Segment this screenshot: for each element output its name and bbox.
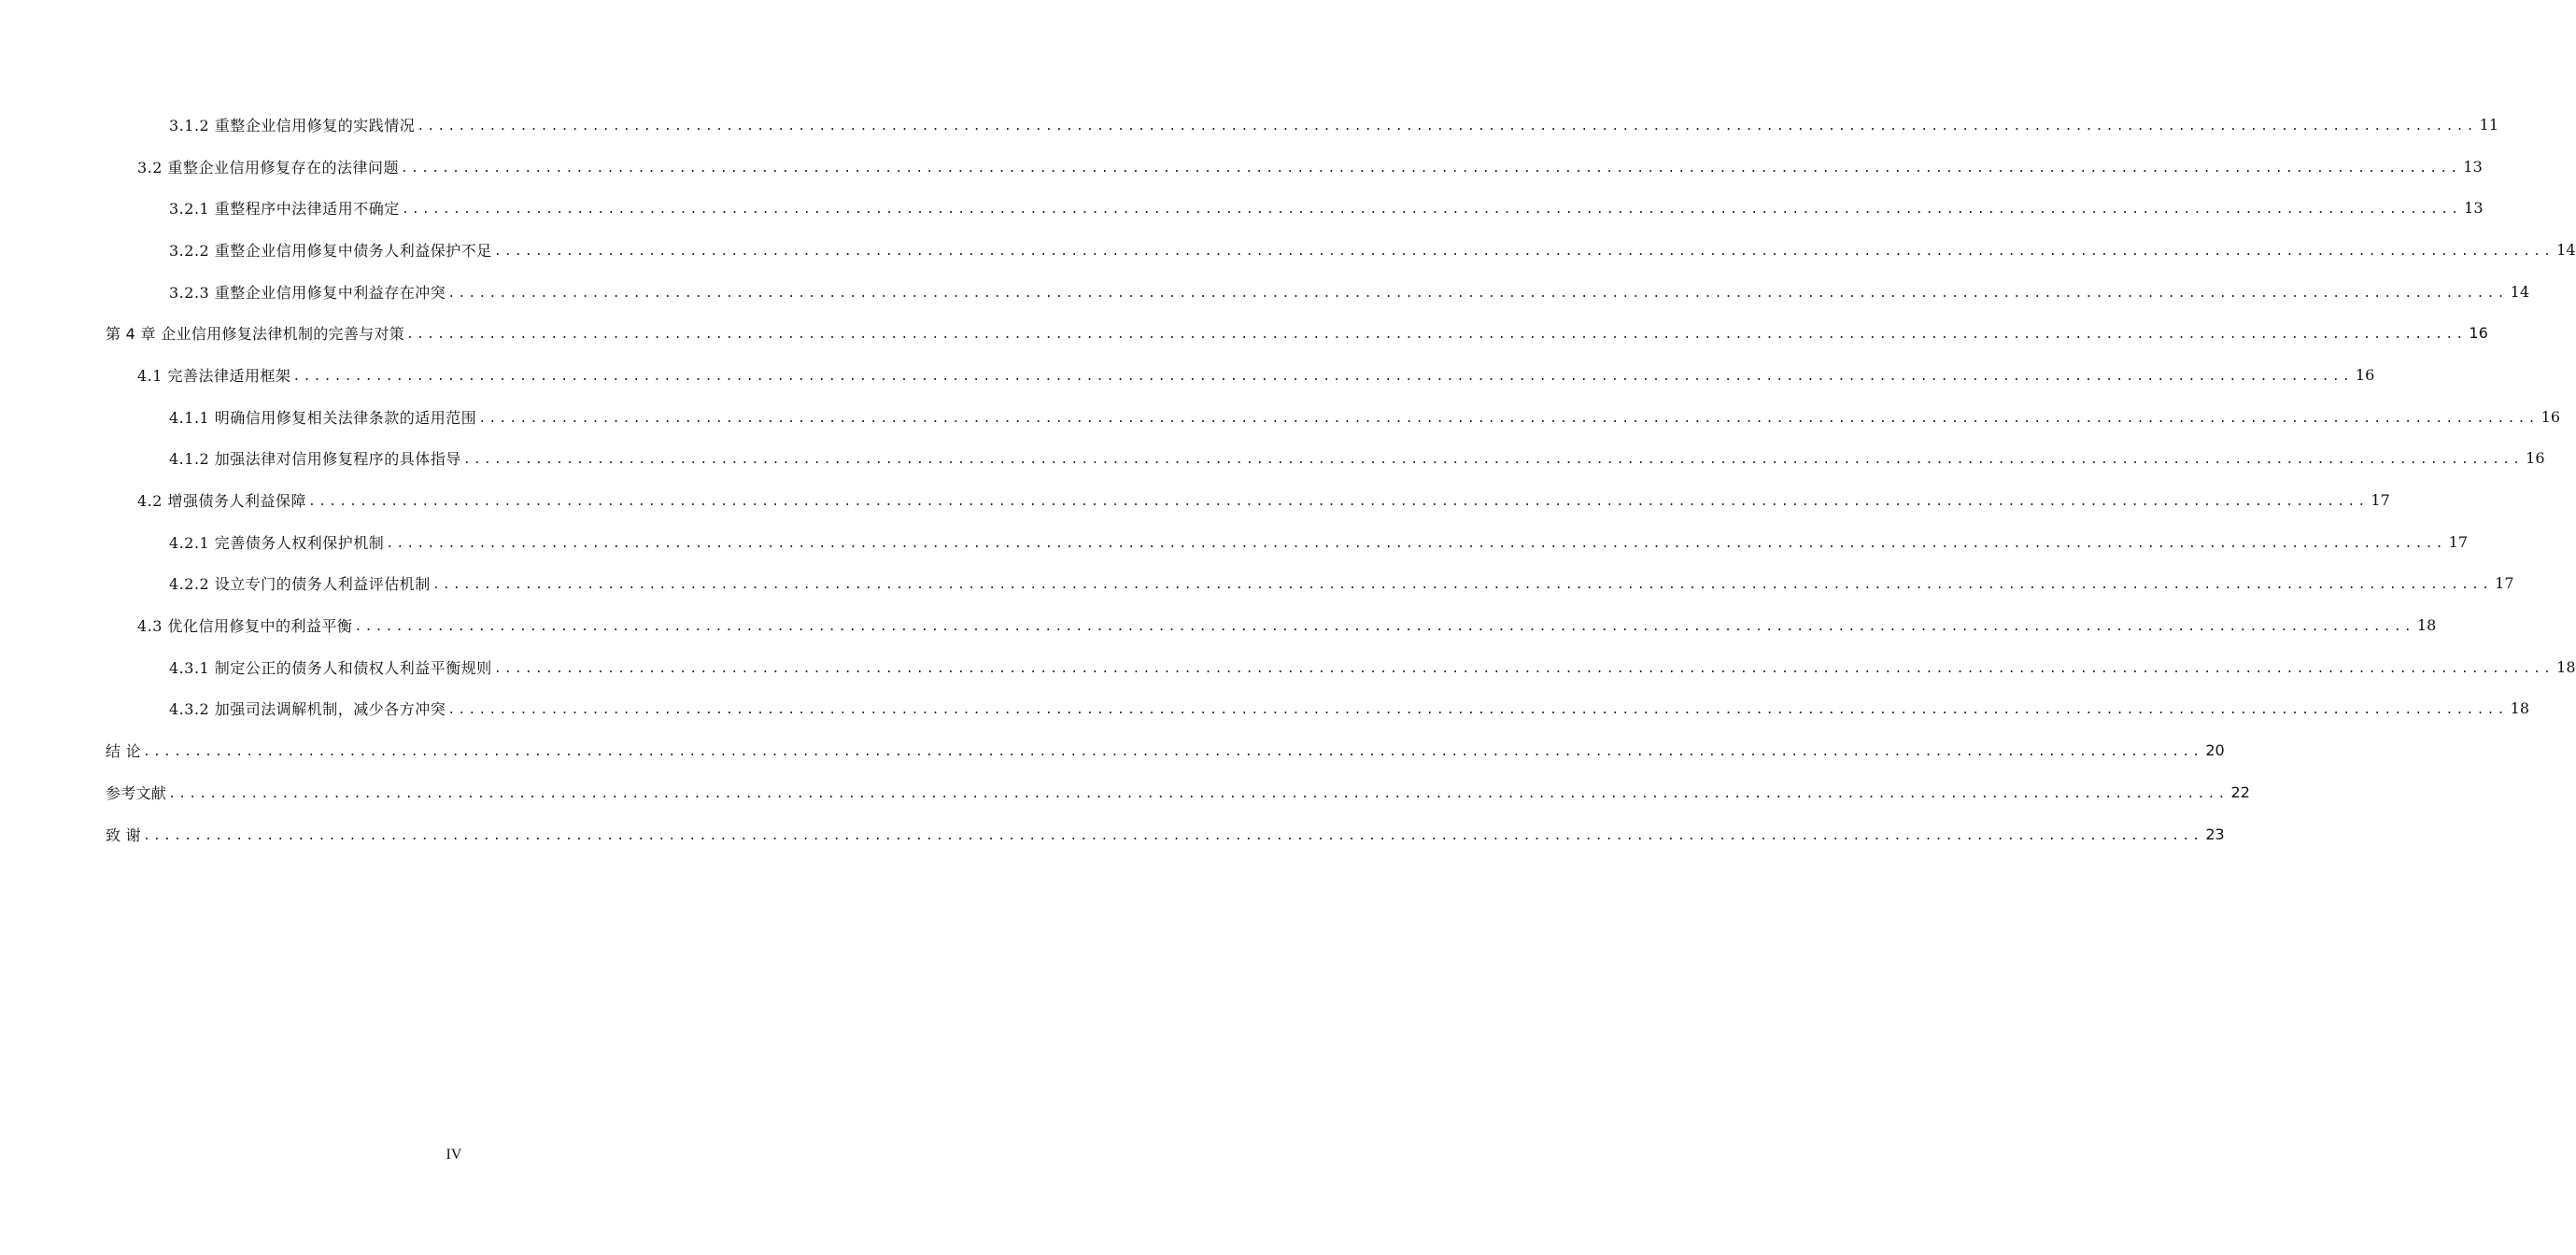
toc-entry-page-number: 11: [2479, 115, 2499, 134]
toc-entry-title: 3.1.2 重整企业信用修复的实践情况: [169, 116, 416, 134]
table-of-contents: [0, 104, 2576, 854]
toc-dot-leader: ........................................................................................................................................................................................................: [308, 495, 2369, 510]
toc-entry[interactable]: [0, 771, 2250, 813]
toc-dot-leader: ........................................................................................................................................................................................................: [493, 244, 2555, 259]
toc-entry-title: 致 谢: [106, 825, 141, 844]
toc-entry-page-number: 18: [2556, 657, 2576, 676]
toc-entry[interactable]: [0, 312, 2488, 354]
toc-entry-title: 4.2 增强债务人利益保障: [137, 492, 307, 511]
toc-dot-leader: ........................................................................................................................................................................................................: [168, 786, 2229, 801]
toc-entry-page-number: 18: [2510, 699, 2530, 718]
toc-dot-leader: ........................................................................................................................................................................................................: [292, 369, 2353, 384]
page-number: IV: [446, 1147, 462, 1163]
toc-entry[interactable]: [0, 271, 2530, 313]
toc-dot-leader: ........................................................................................................................................................................................................: [493, 661, 2555, 676]
toc-entry-page-number: 14: [2510, 282, 2530, 301]
toc-dot-leader: ........................................................................................................................................................................................................: [447, 286, 2508, 301]
toc-entry[interactable]: [0, 813, 2225, 855]
toc-dot-leader: ........................................................................................................................................................................................................: [406, 328, 2467, 343]
toc-entry-title: 4.1.2 加强法律对信用修复程序的具体指导: [169, 450, 461, 469]
toc-entry-page-number: 16: [2469, 324, 2488, 343]
toc-entry-page-number: 23: [2205, 825, 2225, 843]
toc-entry-title: 4.1 完善法律适用框架: [137, 366, 291, 385]
toc-dot-leader: ........................................................................................................................................................................................................: [432, 578, 2493, 593]
toc-entry-title: 3.2.1 重整程序中法律适用不确定: [169, 200, 400, 219]
toc-entry[interactable]: [0, 479, 2390, 521]
toc-entry-page-number: 13: [2464, 199, 2484, 218]
toc-dot-leader: ........................................................................................................................................................................................................: [462, 453, 2524, 468]
toc-dot-leader: ........................................................................................................................................................................................................: [386, 536, 2446, 551]
toc-entry-title: 3.2.2 重整企业信用修复中债务人利益保护不足: [169, 241, 492, 260]
toc-entry[interactable]: [0, 688, 2530, 730]
toc-entry[interactable]: [0, 438, 2545, 480]
toc-entry-page-number: 17: [2495, 574, 2514, 593]
toc-entry-title: 第 4 章 企业信用修复法律机制的完善与对策: [106, 325, 405, 344]
toc-entry[interactable]: [0, 354, 2375, 396]
toc-entry[interactable]: [0, 187, 2484, 229]
toc-entry-title: 4.3 优化信用修复中的利益平衡: [137, 617, 353, 636]
toc-entry-page-number: 14: [2556, 240, 2576, 259]
toc-entry[interactable]: [0, 729, 2225, 771]
toc-entry[interactable]: [0, 229, 2576, 271]
toc-entry-title: 参考文献: [106, 783, 167, 802]
toc-dot-leader: ........................................................................................................................................................................................................: [447, 703, 2508, 718]
toc-entry-title: 4.2.1 完善债务人权利保护机制: [169, 533, 385, 552]
toc-entry-page-number: 20: [2205, 741, 2225, 760]
toc-entry-title: 4.3.1 制定公正的债务人和债权人利益平衡规则: [169, 658, 492, 677]
toc-entry-title: 4.3.2 加强司法调解机制，减少各方冲突: [169, 700, 446, 719]
toc-entry-title: 3.2 重整企业信用修复存在的法律问题: [137, 158, 400, 176]
toc-entry[interactable]: [0, 396, 2561, 438]
toc-entry-page-number: 18: [2416, 616, 2437, 635]
toc-entry-page-number: 17: [2448, 532, 2469, 551]
toc-entry[interactable]: [0, 563, 2514, 605]
toc-entry[interactable]: [0, 604, 2437, 646]
toc-entry-page-number: 17: [2371, 491, 2390, 510]
toc-entry[interactable]: [0, 104, 2499, 146]
toc-entry-page-number: 22: [2230, 783, 2250, 801]
toc-dot-leader: ........................................................................................................................................................................................................: [401, 203, 2462, 218]
toc-entry[interactable]: [0, 521, 2469, 563]
toc-entry-page-number: 13: [2463, 157, 2483, 176]
toc-entry[interactable]: [0, 146, 2483, 188]
toc-entry-title: 3.2.3 重整企业信用修复中利益存在冲突: [169, 283, 446, 302]
toc-dot-leader: ........................................................................................................................................................................................................: [143, 745, 2203, 760]
toc-dot-leader: ........................................................................................................................................................................................................: [401, 161, 2461, 176]
toc-dot-leader: ........................................................................................................................................................................................................: [143, 828, 2203, 843]
toc-dot-leader: ........................................................................................................................................................................................................: [354, 620, 2414, 635]
toc-entry-title: 结 论: [106, 742, 141, 761]
toc-entry-title: 4.1.1 明确信用修复相关法律条款的适用范围: [169, 408, 477, 427]
toc-dot-leader: ........................................................................................................................................................................................................: [478, 411, 2539, 426]
toc-entry-page-number: 16: [2526, 449, 2545, 468]
toc-entry-page-number: 16: [2541, 407, 2561, 426]
toc-entry-page-number: 16: [2355, 365, 2375, 384]
toc-entry-title: 4.2.2 设立专门的债务人利益评估机制: [169, 575, 431, 594]
toc-dot-leader: ........................................................................................................................................................................................................: [417, 119, 2477, 134]
toc-entry[interactable]: [0, 646, 2576, 688]
